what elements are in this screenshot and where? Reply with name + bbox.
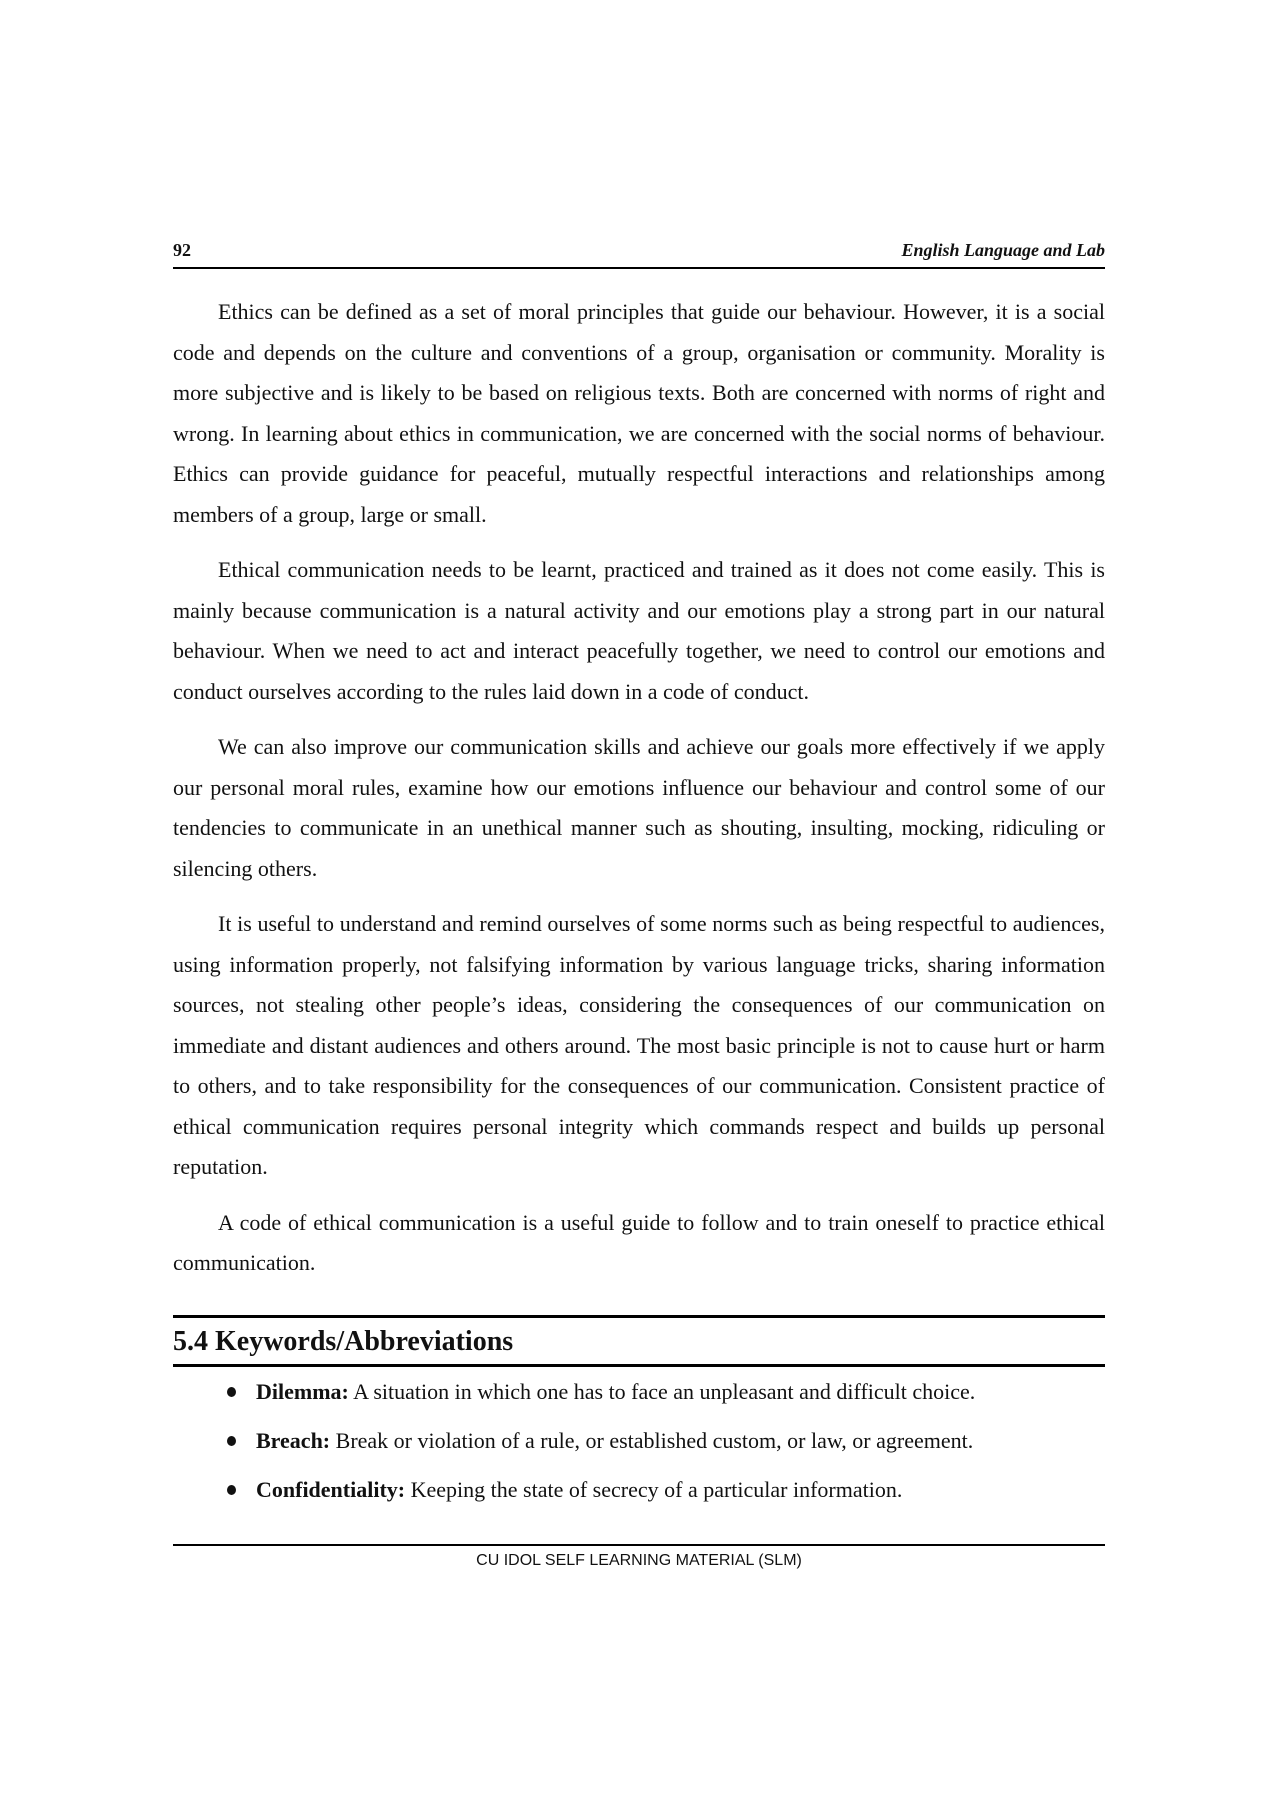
keyword-term: Confidentiality: [256,1477,406,1502]
keyword-term: Dilemma: [256,1379,349,1404]
list-item [173,1465,1105,1514]
paragraph: We can also improve our communication skills and achieve our goals more effectively if we apply our personal moral rules, examine how our emotions influence our behaviour and control some of our tendencies to communicate in an unethical manner such as shouting, insulting, mocking, ridiculing or silencing others. [173,734,1105,881]
bullet-icon [227,1387,236,1397]
paragraph: Ethical communication needs to be learnt, practiced and trained as it does not come easily. This is mainly because communication is a natural activity and our emotions play a strong part in our natural behaviour. When we need to act and interact peacefully together, we need to control our emotions and conduct ourselves according to the rules laid down in a code of conduct. [173,557,1105,704]
list-item [173,1367,1105,1416]
bullet-icon [227,1485,236,1495]
paragraph: It is useful to understand and remind ourselves of some norms such as being respectful to audiences, using information properly, not falsifying information by various language tricks, sharing information sources, not stealing other people’s ideas, considering the consequences of our communication on immediate and distant audiences and others around. The most basic principle is not to cause hurt or harm to others, and to take responsibility for the consequences of our communication. Consistent practice of ethical communication requires personal integrity which commands respect and builds up personal reputation. [173,911,1105,1179]
keyword-definition: A situation in which one has to face an unpleasant and difficult choice. [348,1379,976,1404]
paragraph: A code of ethical communication is a useful guide to follow and to train oneself to practice ethical communication. [173,1209,1105,1275]
keyword-definition: Keeping the state of secrecy of a particular information. [405,1477,903,1502]
keyword-definition: Break or violation of a rule, or established custom, or law, or agreement. [330,1428,974,1453]
page-footer: CU IDOL SELF LEARNING MATERIAL (SLM) [476,1552,802,1569]
keywords-list [173,1367,1105,1514]
bullet-icon [227,1436,236,1446]
section-heading: 5.4 Keywords/Abbreviations [173,1326,514,1357]
running-header [173,240,1105,266]
paragraph: Ethics can be defined as a set of moral principles that guide our behaviour. However, it is a social code and depends on the culture and conventions of a group, organisation or community. Morality is more subjective and is likely to be based on religious texts. Both are concerned with norms of right and wrong. In learning about ethics in communication, we are concerned with the social norms of behaviour. Ethics can provide guidance for peaceful, mutually respectful interactions and relationships among members of a group, large or small. [173,299,1105,527]
page-number: 92 [173,240,191,260]
running-title: English Language and Lab [901,240,1105,260]
list-item [173,1416,1105,1465]
keyword-term: Breach: [256,1428,331,1453]
keywords-section [173,1315,1105,1514]
header-rule [173,267,1105,269]
body-text [173,292,1105,1299]
footer-rule [173,1544,1105,1546]
